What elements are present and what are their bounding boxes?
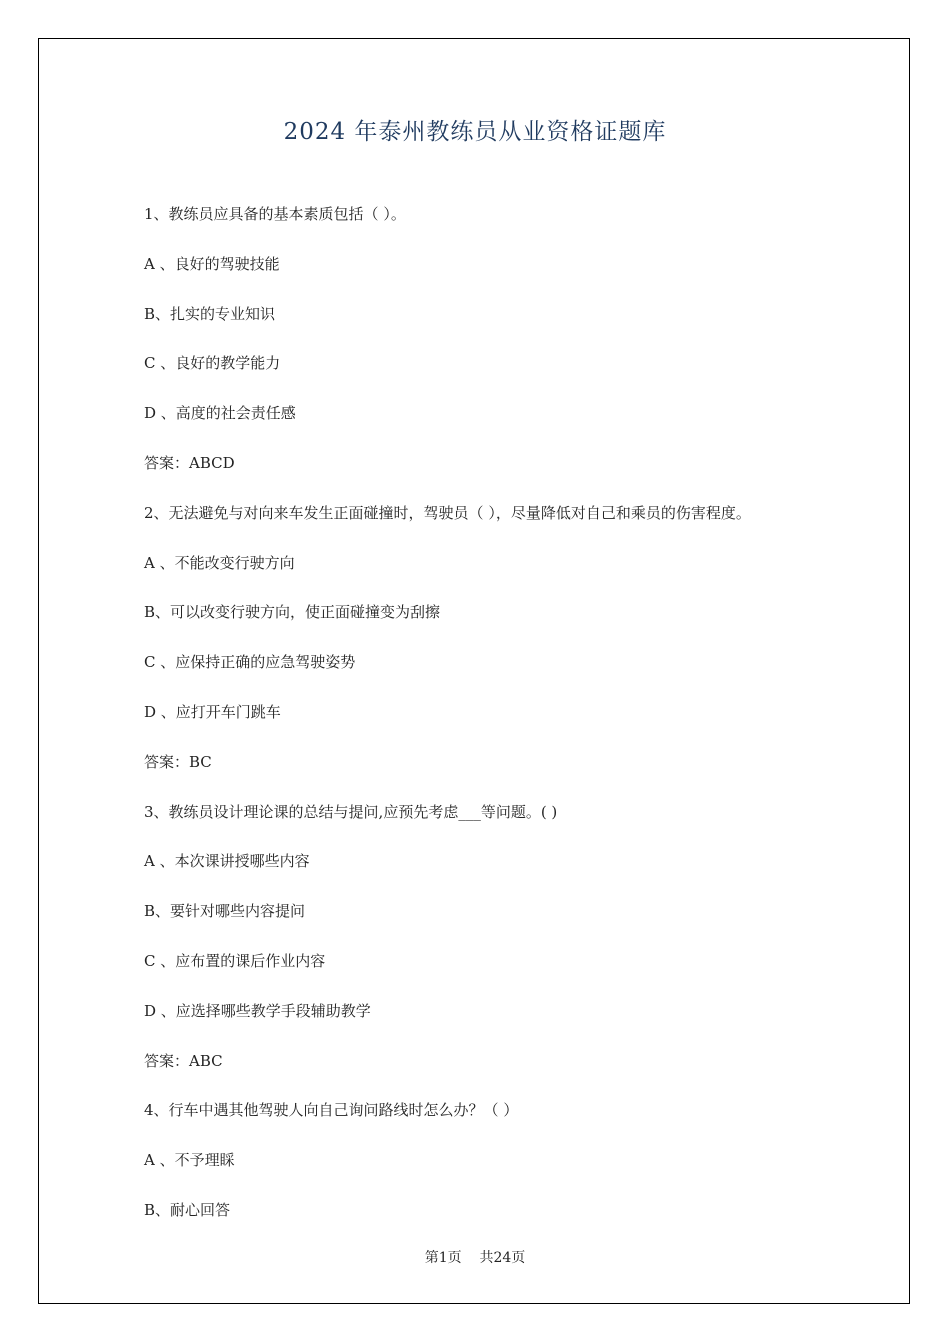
option-a: A 、本次课讲授哪些内容 xyxy=(144,852,310,871)
option-b: B、可以改变行驶方向，使正面碰撞变为刮擦 xyxy=(144,603,441,622)
question-stem: 1、教练员应具备的基本素质包括（ ）。 xyxy=(144,205,406,223)
option-c: C 、良好的教学能力 xyxy=(144,354,281,373)
page-footer: 第1页 共24页 xyxy=(424,1250,526,1266)
option-b: B、扎实的专业知识 xyxy=(144,304,276,323)
option-b: B、要针对哪些内容提问 xyxy=(144,902,306,921)
question-stem: 3、教练员设计理论课的总结与提问,应预先考虑___等问题。( ) xyxy=(144,802,558,821)
question-list xyxy=(144,200,864,1246)
question-stem: 2、无法避免与对向来车发生正面碰撞时，驾驶员（ ），尽量降低对自己和乘员的伤害程度。 xyxy=(144,503,751,522)
option-d: D 、应打开车门跳车 xyxy=(144,702,281,721)
document-title: 2024 年泰州教练员从业资格证题库 xyxy=(283,119,667,145)
option-a: A 、不能改变行驶方向 xyxy=(144,553,295,572)
answer-line: 答案：ABC xyxy=(144,1051,223,1070)
option-b: B、耐心回答 xyxy=(144,1200,231,1219)
option-d: D 、高度的社会责任感 xyxy=(144,404,296,423)
option-a: A 、良好的驾驶技能 xyxy=(144,254,280,273)
option-d: D 、应选择哪些教学手段辅助教学 xyxy=(144,1001,371,1020)
option-c: C 、应布置的课后作业内容 xyxy=(144,951,326,970)
option-a: A 、不予理睬 xyxy=(144,1151,235,1170)
answer-line: 答案：BC xyxy=(144,752,212,771)
option-c: C 、应保持正确的应急驾驶姿势 xyxy=(144,653,356,672)
answer-line: 答案：ABCD xyxy=(144,453,235,472)
question-stem: 4、行车中遇其他驾驶人向自己询问路线时怎么办？（ ） xyxy=(144,1101,519,1120)
